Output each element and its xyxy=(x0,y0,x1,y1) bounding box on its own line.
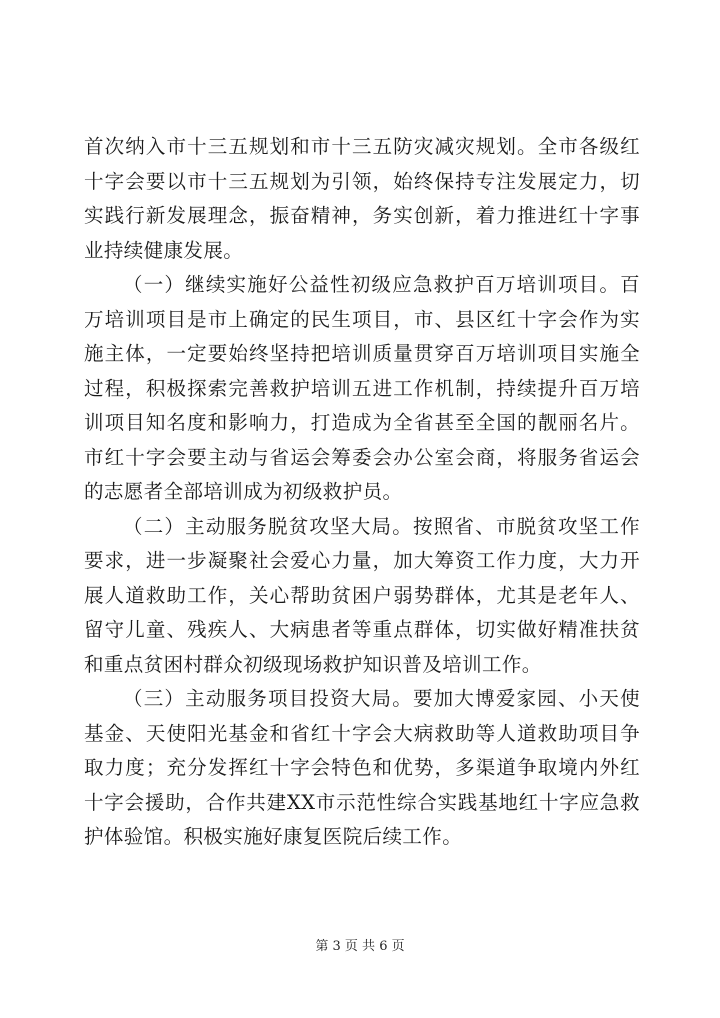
paragraph-2: （一）继续实施好公益性初级应急救护百万培训项目。百万培训项目是市上确定的民生项目，市、县区红十字会作为实施主体，一定要始终坚持把培训质量贯穿百万培训项目实施全过程，积极探索完善救护培训五进工作机制，持续提升百万培训项目知名度和影响力，打造成为全省甚至全国的靓丽名片。市红十字会要主动与省运会筹委会办公室会商，将服务省运会的志愿者全部培训成为初级救护员。 xyxy=(84,273,640,503)
paragraph-3: （二）主动服务脱贫攻坚大局。按照省、市脱贫攻坚工作要求，进一步凝聚社会爱心力量，加大筹资工作力度，大力开展人道救助工作，关心帮助贫困户弱势群体，尤其是老年人、留守儿童、残疾人、大病患者等重点群体，切实做好精准扶贫和重点贫困村群众初级现场救护知识普及培训工作。 xyxy=(84,514,640,676)
page-number-footer: 第 3 页 共 6 页 xyxy=(315,939,405,954)
paragraph-1: 首次纳入市十三五规划和市十三五防灾减灾规划。全市各级红十字会要以市十三五规划为引领，始终保持专注发展定力，切实践行新发展理念，振奋精神，务实创新，着力推进红十字事业持续健康发展。 xyxy=(84,135,640,262)
document-body xyxy=(84,130,640,855)
paragraph-4: （三）主动服务项目投资大局。要加大博爱家园、小天使基金、天使阳光基金和省红十字会大病救助等人道救助项目争取力度；充分发挥红十字会特色和优势，多渠道争取境内外红十字会援助，合作共建XX市示范性综合实践基地红十字应急救护体验馆。积极实施好康复医院后续工作。 xyxy=(84,687,640,848)
